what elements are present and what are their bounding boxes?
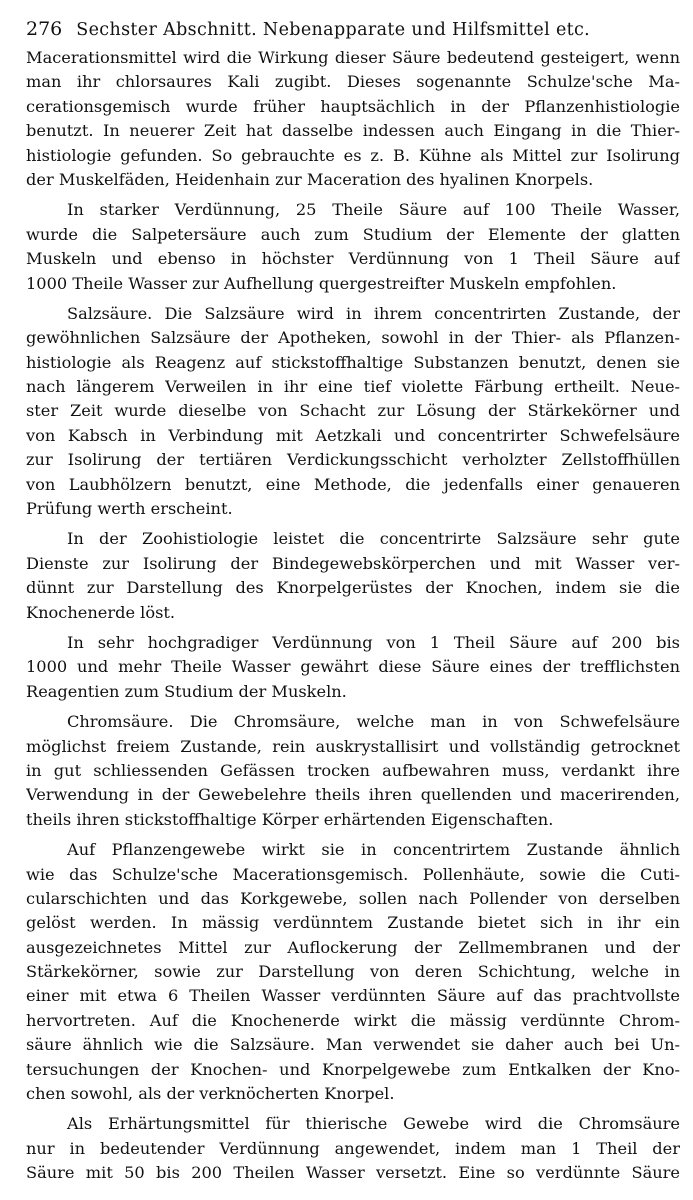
text-line: benutzt. In neuerer Zeit hat dasselbe indessen auch Eingang in die Thier-: [26, 121, 680, 141]
text-line: histiologie gefunden. So gebrauchte es z. B. Kühne als Mittel zur Isolirung: [26, 145, 680, 165]
text-line: möglichst freiem Zustande, rein auskrystallisirt und vollständig getrocknet: [26, 736, 680, 756]
running-title: Sechster Abschnitt. Nebenapparate und Hilfsmittel etc.: [76, 20, 591, 40]
text-line: von Kabsch in Verbindung mit Aetzkali und concentrirter Schwefelsäure: [26, 425, 680, 445]
text-line: säure ähnlich wie die Salzsäure. Man verwendet sie daher auch bei Un-: [26, 1035, 680, 1055]
text-line: dünnt zur Darstellung des Knorpelgerüstes der Knochen, indem sie die: [26, 578, 680, 598]
text-line: Prüfung werth erscheint.: [26, 499, 233, 519]
paragraph: [26, 46, 680, 192]
text-line: cularschichten und das Korkgewebe, sollen nach Pollender von derselben: [26, 888, 680, 908]
text-line: In der Zoohistiologie leistet die concentrirte Salzsäure sehr gute: [67, 529, 680, 549]
book-page: [26, 14, 680, 1186]
text-line: cerationsgemisch wurde früher hauptsächlich in der Pflanzenhistiologie: [26, 96, 680, 116]
page-number: 276: [26, 18, 63, 40]
paragraph: [26, 1112, 680, 1185]
text-line: nach längerem Verweilen in ihr eine tief violette Färbung ertheilt. Neue-: [26, 377, 680, 397]
text-line: Muskeln und ebenso in höchster Verdünnung von 1 Theil Säure auf: [26, 249, 680, 269]
text-line: chen sowohl, als der verknöcherten Knorpel.: [26, 1084, 395, 1104]
text-line: histiologie als Reagenz auf stickstoffhaltige Substanzen benutzt, denen sie: [26, 352, 680, 372]
text-line: einer mit etwa 6 Theilen Wasser verdünnten Säure auf das prachtvollste: [26, 986, 680, 1006]
text-line: zur Isolirung der tertiären Verdickungsschicht verholzter Zellstoffhüllen: [26, 450, 680, 470]
text-line: 1000 und mehr Theile Wasser gewährt diese Säure eines der trefflichsten: [26, 657, 680, 677]
text-line: der Muskelfäden, Heidenhain zur Maceration des hyalinen Knorpels.: [26, 169, 594, 189]
text-line: gelöst werden. In mässig verdünntem Zustande bietet sich in ihr ein: [26, 913, 680, 933]
text-line: gewöhnlichen Salzsäure der Apotheken, sowohl in der Thier- als Pflanzen-: [26, 328, 680, 348]
text-line: man ihr chlorsaures Kali zugibt. Dieses sogenannte Schulze'sche Ma-: [26, 72, 680, 92]
text-line: wie das Schulze'sche Macerationsgemisch. Pollenhäute, sowie die Cuti-: [26, 864, 680, 884]
paragraph: [26, 710, 680, 832]
paragraph: [26, 527, 680, 625]
text-line: Chromsäure. Die Chromsäure, welche man in von Schwefelsäure: [67, 712, 680, 732]
running-header: [26, 14, 680, 44]
text-line: In starker Verdünnung, 25 Theile Säure auf 100 Theile Wasser,: [67, 200, 680, 220]
body-text: [26, 46, 680, 1186]
text-line: tersuchungen der Knochen- und Knorpelgewebe zum Entkalken der Kno-: [26, 1059, 680, 1079]
text-line: Dienste zur Isolirung der Bindegewebskörperchen und mit Wasser ver-: [26, 553, 680, 573]
text-line: theils ihren stickstoffhaltige Körper erhärtenden Eigenschaften.: [26, 809, 554, 829]
paragraph: [26, 302, 680, 522]
text-line: ausgezeichnetes Mittel zur Auflockerung der Zellmembranen und der: [26, 937, 680, 957]
paragraph: [26, 198, 680, 296]
text-line: Säure mit 50 bis 200 Theilen Wasser versetzt. Eine so verdünnte Säure: [26, 1163, 680, 1183]
text-line: Auf Pflanzengewebe wirkt sie in concentrirtem Zustande ähnlich: [67, 840, 680, 860]
text-line: Reagentien zum Studium der Muskeln.: [26, 681, 347, 701]
text-line: Macerationsmittel wird die Wirkung dieser Säure bedeutend gesteigert, wenn: [26, 48, 680, 67]
text-line: von Laubhölzern benutzt, eine Methode, die jedenfalls einer genaueren: [26, 474, 680, 494]
text-line: In sehr hochgradiger Verdünnung von 1 Theil Säure auf 200 bis: [67, 632, 680, 652]
text-line: Knochenerde löst.: [26, 602, 176, 622]
text-line: in gut schliessenden Gefässen trocken aufbewahren muss, verdankt ihre: [26, 760, 680, 780]
paragraph: [26, 838, 680, 1106]
text-line: ster Zeit wurde dieselbe von Schacht zur Lösung der Stärkekörner und: [26, 401, 680, 421]
text-line: wurde die Salpetersäure auch zum Studium der Elemente der glatten: [26, 224, 680, 244]
text-line: Salzsäure. Die Salzsäure wird in ihrem concentrirten Zustande, der: [67, 303, 680, 323]
paragraph: [26, 631, 680, 704]
text-line: 1000 Theile Wasser zur Aufhellung quergestreifter Muskeln empfohlen.: [26, 273, 617, 293]
text-line: hervortreten. Auf die Knochenerde wirkt die mässig verdünnte Chrom-: [26, 1010, 680, 1030]
text-line: Verwendung in der Gewebelehre theils ihren quellenden und macerirenden,: [26, 785, 680, 805]
text-line: Als Erhärtungsmittel für thierische Gewebe wird die Chromsäure: [67, 1114, 680, 1134]
text-line: nur in bedeutender Verdünnung angewendet, indem man 1 Theil der: [26, 1138, 680, 1158]
text-line: Stärkekörner, sowie zur Darstellung von deren Schichtung, welche in: [26, 962, 680, 982]
